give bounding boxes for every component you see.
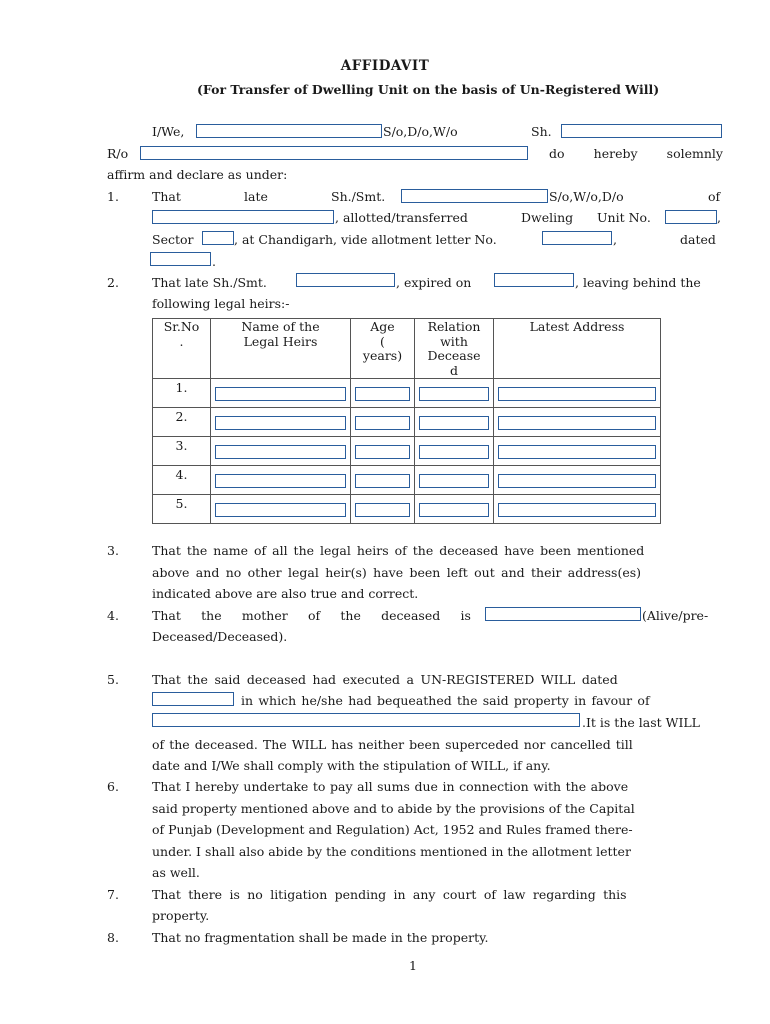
para1-unitno: Unit No. [597, 210, 651, 225]
table-row [153, 437, 661, 466]
para5-line4: of the deceased. The WILL has neither been superceded nor cancelled till [152, 737, 633, 752]
heir-address-field[interactable] [498, 416, 656, 430]
para8-line1: That no fragmentation shall be made in the property. [152, 930, 489, 945]
para7-line1: That there is no litigation pending in any court of law regarding this [152, 887, 627, 902]
para-number: 6. [107, 779, 119, 794]
heir-age-field[interactable] [355, 387, 410, 401]
late-allottee-field[interactable] [401, 189, 548, 203]
para4-line1: That the mother of the deceased is [152, 608, 471, 623]
para1-chandigarh: , at Chandigarh, vide allotment letter No. [234, 232, 497, 247]
ro-label: R/o [107, 146, 129, 161]
para1-period: . [212, 254, 216, 269]
beneficiary-field[interactable] [152, 713, 580, 727]
heir-name-field[interactable] [215, 445, 346, 459]
legal-heirs-table [152, 318, 661, 524]
parent-name-field[interactable] [152, 210, 334, 224]
iwe-label: I/We, [152, 124, 185, 139]
para5-line1: That the said deceased had executed a UN-REGISTERED WILL dated [152, 672, 618, 687]
para2-following: following legal heirs:- [152, 296, 290, 311]
para6-line5: as well. [152, 865, 200, 880]
para3-line3: indicated above are also true and correct. [152, 586, 419, 601]
deponent-name-field[interactable] [196, 124, 382, 138]
table-row [153, 408, 661, 437]
para2-leaving: , leaving behind the [575, 275, 701, 290]
para2-expired: , expired on [396, 275, 472, 290]
expiry-date-field[interactable] [494, 273, 574, 287]
heir-name-field[interactable] [215, 416, 346, 430]
heir-age-field[interactable] [355, 474, 410, 488]
col-header-relation: Relation with Decease d [415, 319, 494, 379]
para1-shsmt: Sh./Smt. [331, 189, 386, 204]
affirm-text: affirm and declare as under: [107, 167, 288, 182]
mother-name-field[interactable] [485, 607, 641, 621]
para1-comma: , [717, 210, 721, 225]
sh-label: Sh. [531, 124, 552, 139]
para-number: 7. [107, 887, 119, 902]
row-number: 4. [175, 467, 188, 482]
para1-dated: dated [680, 232, 716, 247]
para1-late: late [244, 189, 268, 204]
will-date-field[interactable] [152, 692, 234, 706]
heir-address-field[interactable] [498, 445, 656, 459]
allotment-letter-field[interactable] [542, 231, 612, 245]
col-header-srno: Sr.No . [153, 319, 211, 379]
heir-relation-field[interactable] [419, 445, 489, 459]
heir-name-field[interactable] [215, 474, 346, 488]
para2-thatlate: That late Sh./Smt. [152, 275, 267, 290]
para-number: 8. [107, 930, 119, 945]
para3-line1: That the name of all the legal heirs of the deceased have been mentioned [152, 543, 645, 558]
para5-line3: .It is the last WILL [582, 715, 700, 730]
para1-that: That [152, 189, 181, 204]
para5-line5: date and I/We shall comply with the stipulation of WILL, if any. [152, 758, 551, 773]
father-name-field[interactable] [561, 124, 722, 138]
solemnly-text: do hereby solemnly [549, 146, 723, 161]
heir-address-field[interactable] [498, 387, 656, 401]
heir-relation-field[interactable] [419, 503, 489, 517]
para6-line1: That I hereby undertake to pay all sums due in connection with the above [152, 779, 629, 794]
para-number: 3. [107, 543, 119, 558]
para1-of: of [708, 189, 721, 204]
table-row [153, 379, 661, 408]
para-number: 5. [107, 672, 119, 687]
para6-line4: under. I shall also abide by the conditions mentioned in the allotment letter [152, 844, 631, 859]
para1-relation: S/o,W/o,D/o [549, 189, 624, 204]
para7-line2: property. [152, 908, 210, 923]
col-header-name: Name of the Legal Heirs [211, 319, 351, 379]
heir-relation-field[interactable] [419, 416, 489, 430]
sector-field[interactable] [202, 231, 234, 245]
heir-age-field[interactable] [355, 445, 410, 459]
para5-line2: in which he/she had bequeathed the said property in favour of [241, 693, 650, 708]
para4-alive: (Alive/pre- [642, 608, 709, 623]
row-number: 3. [175, 438, 188, 453]
unit-number-field[interactable] [665, 210, 717, 224]
col-header-age: Age ( years) [351, 319, 415, 379]
allotment-date-field[interactable] [150, 252, 211, 266]
heir-address-field[interactable] [498, 474, 656, 488]
para1-allotted: , allotted/transferred [335, 210, 468, 225]
heir-relation-field[interactable] [419, 387, 489, 401]
para3-line2: above and no other legal heir(s) have been left out and their address(es) [152, 565, 642, 580]
page-number: 1 [409, 958, 417, 973]
row-number: 5. [175, 496, 188, 511]
para1-comma2: , [613, 232, 617, 247]
heir-name-field[interactable] [215, 503, 346, 517]
heir-address-field[interactable] [498, 503, 656, 517]
page-title: AFFIDAVIT [340, 58, 430, 74]
para-number: 4. [107, 608, 119, 623]
table-row [153, 466, 661, 495]
heir-relation-field[interactable] [419, 474, 489, 488]
row-number: 2. [175, 409, 188, 424]
heir-age-field[interactable] [355, 416, 410, 430]
page-subtitle: (For Transfer of Dwelling Unit on the basis of Un-Registered Will) [197, 82, 660, 97]
heir-age-field[interactable] [355, 503, 410, 517]
deceased-name-field[interactable] [296, 273, 395, 287]
para1-sector: Sector [152, 232, 194, 247]
col-header-address: Latest Address [494, 319, 661, 379]
heir-name-field[interactable] [215, 387, 346, 401]
para6-line2: said property mentioned above and to abide by the provisions of the Capital [152, 801, 635, 816]
residence-field[interactable] [140, 146, 528, 160]
para-number: 1. [107, 189, 119, 204]
para4-line2: Deceased/Deceased). [152, 629, 288, 644]
relation-label: S/o,D/o,W/o [383, 124, 458, 139]
para1-dweling: Dweling [521, 210, 574, 225]
para-number: 2. [107, 275, 119, 290]
para6-line3: of Punjab (Development and Regulation) Act, 1952 and Rules framed there- [152, 822, 633, 837]
row-number: 1. [175, 380, 188, 395]
table-row [153, 495, 661, 524]
